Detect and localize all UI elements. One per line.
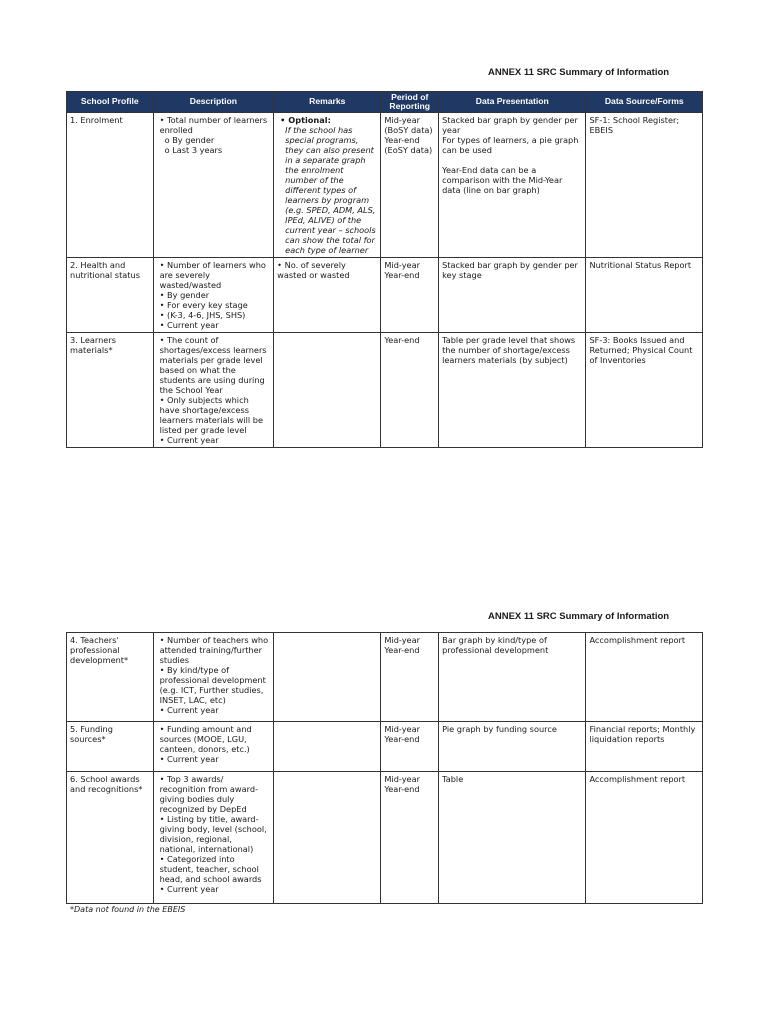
cell-presentation: Table per grade level that shows the number of shortage/excess learners materials (by subject) bbox=[439, 333, 586, 448]
cell-profile: 1. Enrolment bbox=[67, 113, 154, 258]
cell-description bbox=[153, 258, 274, 333]
header-remarks: Remarks bbox=[274, 92, 381, 113]
cell-description bbox=[153, 113, 274, 258]
cell-source: SF-3: Books Issued and Returned; Physical Count of Inventories bbox=[586, 333, 703, 448]
annex-title: ANNEX 11 SRC Summary of Information bbox=[488, 67, 670, 78]
cell-remarks bbox=[274, 333, 381, 448]
remarks-lead: • Optional: bbox=[280, 115, 331, 125]
cell-source: Nutritional Status Report bbox=[586, 258, 703, 333]
description-line: • Number of teachers who attended training/further studies bbox=[159, 635, 269, 665]
period-line: (BoSY data) bbox=[384, 125, 433, 135]
cell-remarks bbox=[274, 113, 381, 258]
cell-remarks bbox=[274, 772, 381, 904]
description-line: • Current year bbox=[159, 435, 219, 445]
description-line: • Only subjects which have shortage/excess learners materials will be listed per grade level bbox=[159, 395, 263, 435]
description-line: • Listing by title, award-giving body, level (school, division, regional, national, international) bbox=[159, 814, 267, 854]
period-line: Mid-year bbox=[384, 774, 420, 784]
description-line: • By kind/type of professional development (e.g. ICT, Further studies, INSET, LAC, etc) bbox=[159, 665, 266, 705]
table-header-row bbox=[67, 92, 703, 113]
description-line: • Top 3 awards/ recognition from award-giving bodies duly recognized by DepEd bbox=[159, 774, 259, 814]
footnote: *Data not found in the EBEIS bbox=[70, 905, 186, 914]
period-line: Year-end bbox=[384, 270, 420, 280]
period-line: Mid-year bbox=[384, 260, 420, 270]
presentation-gap bbox=[442, 155, 582, 165]
header-data-source: Data Source/Forms bbox=[586, 92, 703, 113]
cell-period: Year-end bbox=[381, 333, 439, 448]
period-line: Year-end bbox=[384, 645, 420, 655]
cell-profile: 2. Health and nutritional status bbox=[67, 258, 154, 333]
cell-presentation: Table bbox=[439, 772, 586, 904]
header-data-presentation: Data Presentation bbox=[439, 92, 586, 113]
summary-table-part-1 bbox=[66, 91, 703, 448]
cell-description bbox=[153, 722, 274, 772]
cell-remarks bbox=[274, 722, 381, 772]
cell-presentation: Pie graph by funding source bbox=[439, 722, 586, 772]
table-row-enrolment bbox=[67, 113, 703, 258]
cell-period bbox=[381, 722, 439, 772]
presentation-line: Year-End data can be a comparison with the Mid-Year data (line on bar graph) bbox=[442, 165, 563, 195]
header-period: Period of Reporting bbox=[381, 92, 439, 113]
presentation-line: Stacked bar graph by gender per year bbox=[442, 115, 578, 135]
description-line: • By gender bbox=[159, 290, 210, 300]
cell-description bbox=[153, 772, 274, 904]
cell-presentation: Bar graph by kind/type of professional development bbox=[439, 633, 586, 722]
cell-description bbox=[153, 333, 274, 448]
description-line: • (K-3, 4-6, JHS, SHS) bbox=[159, 310, 246, 320]
summary-table-part-2 bbox=[66, 632, 703, 904]
cell-period bbox=[381, 633, 439, 722]
description-line: • Current year bbox=[159, 754, 219, 764]
cell-profile: 4. Teachers' professional development* bbox=[67, 633, 154, 722]
cell-remarks bbox=[274, 633, 381, 722]
presentation-line: For types of learners, a pie graph can be used bbox=[442, 135, 579, 155]
description-line: • Current year bbox=[159, 884, 219, 894]
table-row-health bbox=[67, 258, 703, 333]
description-line: o By gender bbox=[164, 135, 215, 145]
description-line: • The count of shortages/excess learners materials per grade level based on what the students are using during the School Year bbox=[159, 335, 267, 395]
cell-presentation: Stacked bar graph by gender per key stage bbox=[439, 258, 586, 333]
table-row-teachers-development bbox=[67, 633, 703, 722]
cell-profile: 3. Learners materials* bbox=[67, 333, 154, 448]
description-line: • Current year bbox=[159, 320, 219, 330]
period-line: Mid-year bbox=[384, 724, 420, 734]
cell-description bbox=[153, 633, 274, 722]
table-row-funding-sources bbox=[67, 722, 703, 772]
cell-profile: 6. School awards and recognitions* bbox=[67, 772, 154, 904]
period-line: Mid-year bbox=[384, 115, 420, 125]
cell-profile: 5. Funding sources* bbox=[67, 722, 154, 772]
remarks-text: If the school has special programs, they can also present in a separate graph the enrolment number of the different types of learners by program (e.g. SPED, ADM, ALS, IPEd, ALIVE) of the current year – schools can show the total for each type of learner bbox=[285, 125, 376, 255]
header-description: Description bbox=[153, 92, 274, 113]
cell-presentation bbox=[439, 113, 586, 258]
description-line: • For every key stage bbox=[159, 300, 248, 310]
header-school-profile: School Profile bbox=[67, 92, 154, 113]
cell-period bbox=[381, 772, 439, 904]
cell-period bbox=[381, 113, 439, 258]
cell-source: SF-1: School Register; EBEIS bbox=[586, 113, 703, 258]
description-line: • Categorized into student, teacher, school head, and school awards bbox=[159, 854, 262, 884]
period-line: Year-end bbox=[384, 135, 420, 145]
cell-source: Accomplishment report bbox=[586, 633, 703, 722]
description-line: • Number of learners who are severely wasted/wasted bbox=[159, 260, 266, 290]
table-row-learners-materials bbox=[67, 333, 703, 448]
description-line: • Funding amount and sources (MOOE, LGU, canteen, donors, etc.) bbox=[159, 724, 252, 754]
cell-source: Financial reports; Monthly liquidation reports bbox=[586, 722, 703, 772]
table-row-school-awards bbox=[67, 772, 703, 904]
annex-title-repeat: ANNEX 11 SRC Summary of Information bbox=[488, 611, 670, 622]
description-line: • Current year bbox=[159, 705, 219, 715]
cell-remarks: • No. of severely wasted or wasted bbox=[274, 258, 381, 333]
cell-period bbox=[381, 258, 439, 333]
period-line: Year-end bbox=[384, 784, 420, 794]
period-line: Year-end bbox=[384, 734, 420, 744]
cell-source: Accomplishment report bbox=[586, 772, 703, 904]
description-line: • Total number of learners enrolled bbox=[159, 115, 268, 135]
description-line: o Last 3 years bbox=[164, 145, 223, 155]
period-line: Mid-year bbox=[384, 635, 420, 645]
period-line: (EoSY data) bbox=[384, 145, 433, 155]
